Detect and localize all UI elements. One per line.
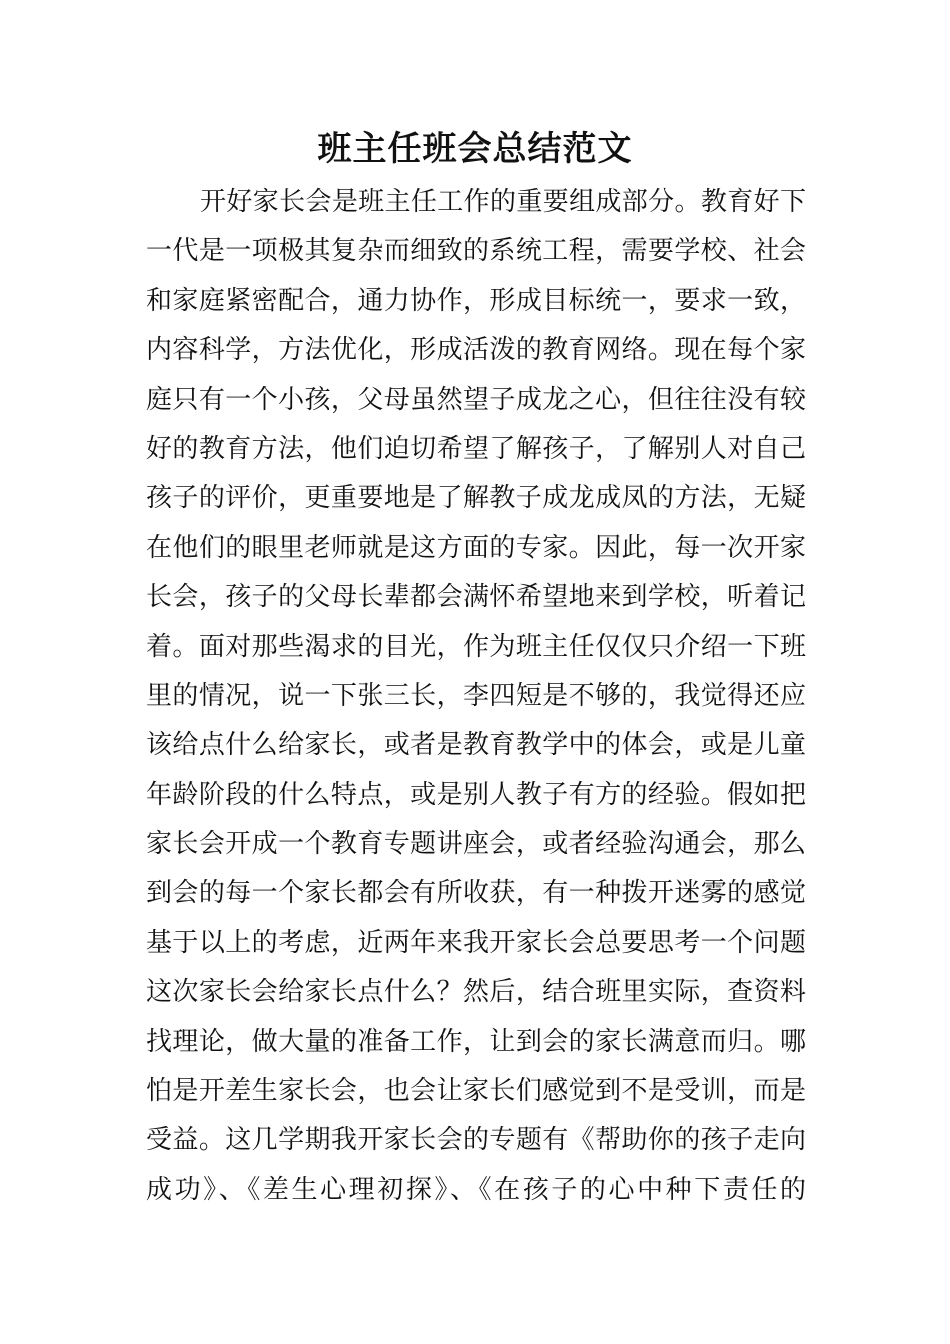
paragraph-line: 好的教育方法，他们迫切希望了解孩子，了解别人对自己 [146,433,806,464]
paragraph-line: 找理论，做大量的准备工作，让到会的家长满意而归。哪 [146,1026,806,1057]
document-title: 班主任班会总结范文 [317,129,633,169]
paragraph-line: 成功》、《差生心理初探》、《在孩子的心中种下责任的 [146,1174,806,1205]
paragraph-line: 着。面对那些渴求的目光，作为班主任仅仅只介绍一下班 [146,631,806,662]
paragraph-line: 受益。这几学期我开家长会的专题有《帮助你的孩子走向 [146,1125,806,1156]
paragraph-line: 里的情况，说一下张三长，李四短是不够的，我觉得还应 [146,680,806,711]
paragraph-line: 孩子的评价，更重要地是了解教子成龙成凤的方法，无疑 [146,483,806,514]
body-paragraph [146,178,806,1215]
paragraph-line: 开好家长会是班主任工作的重要组成部分。教育好下 [200,187,806,217]
paragraph-line: 年龄阶段的什么特点，或是别人教子有方的经验。假如把 [146,779,806,810]
paragraph-line: 内容科学，方法优化，形成活泼的教育网络。现在每个家 [146,335,806,366]
paragraph-line: 家长会开成一个教育专题讲座会，或者经验沟通会，那么 [146,829,806,860]
paragraph-line: 基于以上的考虑，近两年来我开家长会总要思考一个问题 [146,927,806,958]
paragraph-line: 和家庭紧密配合，通力协作，形成目标统一，要求一致， [146,285,806,316]
paragraph-line: 到会的每一个家长都会有所收获，有一种拨开迷雾的感觉 [146,878,806,909]
paragraph-line: 该给点什么给家长，或者是教育教学中的体会，或是儿童 [146,730,806,761]
paragraph-line: 怕是开差生家长会，也会让家长们感觉到不是受训，而是 [146,1076,806,1107]
paragraph-line: 庭只有一个小孩，父母虽然望子成龙之心，但往往没有较 [146,384,806,415]
paragraph-line: 一代是一项极其复杂而细致的系统工程，需要学校、社会 [146,236,806,267]
paragraph-line: 长会，孩子的父母长辈都会满怀希望地来到学校，听着记 [146,582,806,613]
paragraph-line: 在他们的眼里老师就是这方面的专家。因此，每一次开家 [146,532,806,563]
paragraph-line: 这次家长会给家长点什么？然后，结合班里实际，查资料 [146,977,806,1008]
